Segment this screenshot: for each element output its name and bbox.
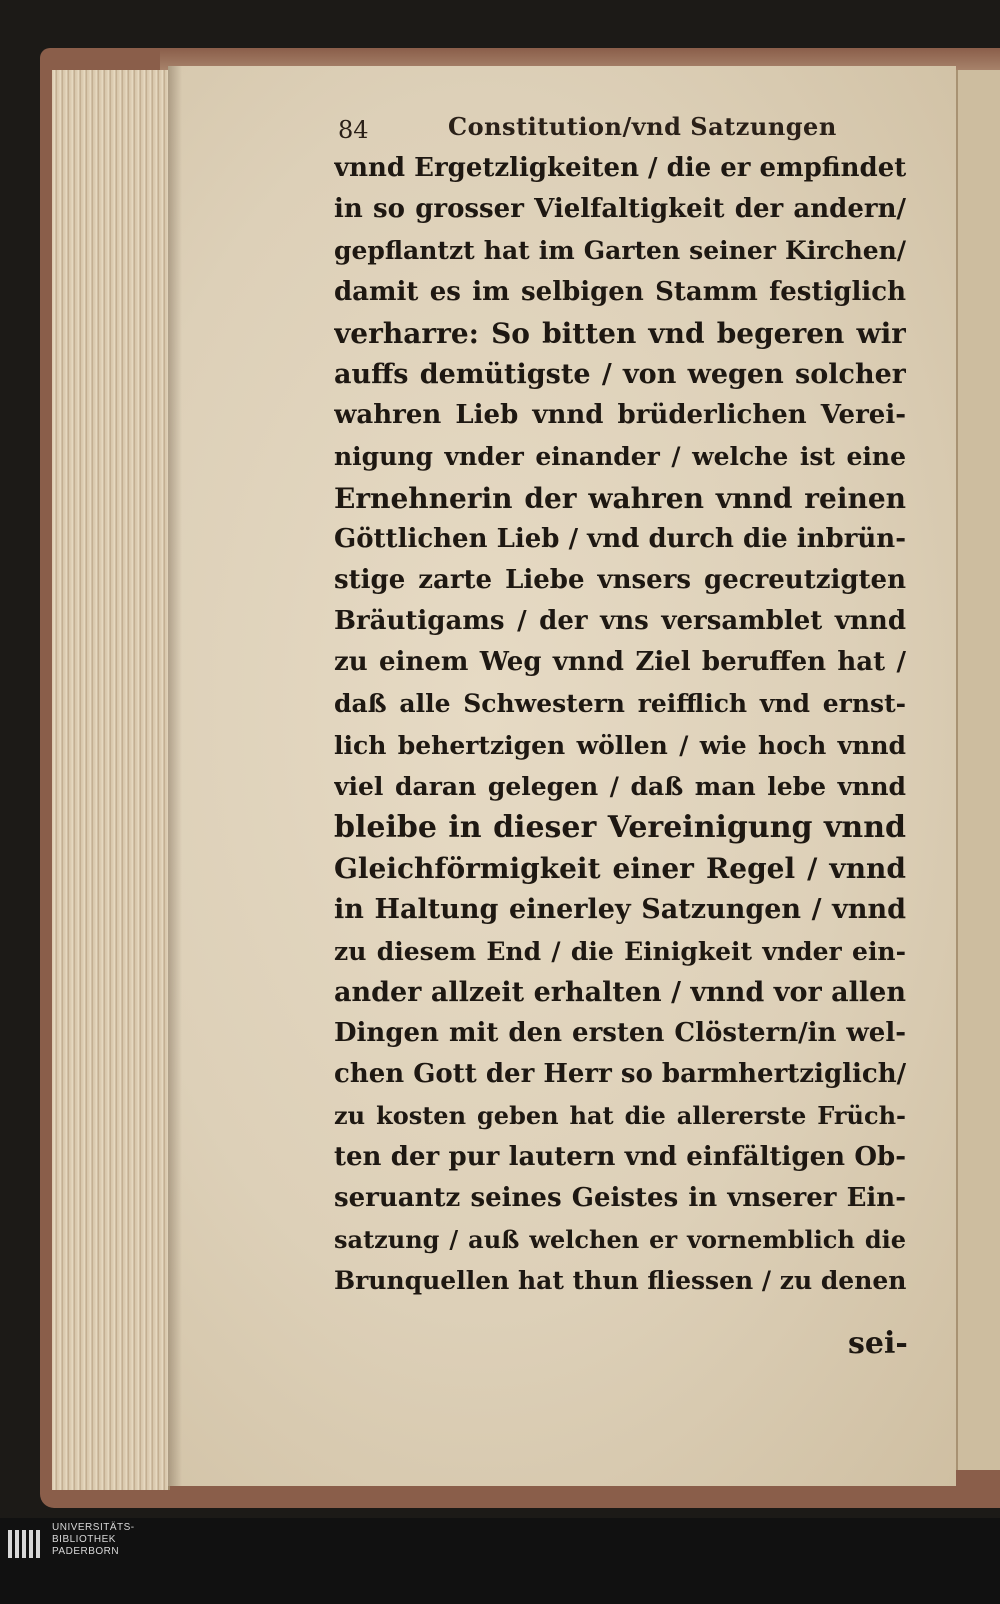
text-line: in Haltung einerley Satzungen / vnnd bbox=[334, 894, 906, 926]
text-line: chen Gott der Herr so barmhertziglich/ bbox=[334, 1059, 906, 1090]
text-line: ten der pur lautern vnd einfältigen Ob- bbox=[334, 1141, 906, 1172]
text-line: Göttlichen Lieb / vnd durch die inbrün- bbox=[334, 523, 906, 554]
page-gutter bbox=[168, 66, 182, 1486]
text-line: Ernehnerin der wahren vnnd reinen bbox=[334, 481, 906, 515]
text-line: stige zarte Liebe vnsers gecreutzigten bbox=[334, 564, 906, 595]
text-line: zu diesem End / die Einigkeit vnder ein- bbox=[334, 936, 906, 966]
text-line: Brunquellen hat thun fliessen / zu denen bbox=[334, 1266, 906, 1296]
page-header bbox=[338, 112, 908, 146]
facing-page-edge bbox=[956, 70, 1000, 1470]
text-line: bleibe in dieser Vereinigung vnnd bbox=[334, 810, 906, 845]
text-line: Gleichförmigkeit einer Regel / vnnd bbox=[334, 852, 906, 886]
text-line: Dingen mit den ersten Clöstern/in wel- bbox=[334, 1017, 906, 1048]
text-line: lich behertzigen wöllen / wie hoch vnnd bbox=[334, 730, 906, 760]
running-title: Constitution/vnd Satzungen bbox=[448, 112, 837, 141]
library-logo-icon bbox=[6, 1524, 46, 1564]
text-line: wahren Lieb vnnd brüderlichen Verei- bbox=[334, 400, 906, 431]
text-line: viel daran gelegen / daß man lebe vnnd bbox=[334, 771, 906, 801]
text-line: zu einem Weg vnnd Ziel beruffen hat / bbox=[334, 647, 906, 678]
text-line: Bräutigams / der vns versamblet vnnd bbox=[334, 606, 906, 637]
text-line: gepflantzt hat im Garten seiner Kirchen/ bbox=[334, 236, 906, 266]
library-name-line3: PADERBORN bbox=[52, 1546, 120, 1557]
page-stack-edge bbox=[52, 70, 170, 1490]
page-number: 84 bbox=[338, 116, 369, 144]
text-line: ander allzeit erhalten / vnnd vor allen bbox=[334, 976, 906, 1008]
text-line: satzung / auß welchen er vornemblich die bbox=[334, 1224, 906, 1254]
text-line: seruantz seines Geistes in vnserer Ein- bbox=[334, 1182, 906, 1213]
text-line: auffs demütigste / von wegen solcher bbox=[334, 358, 906, 390]
library-name-line1: UNIVERSITÄTS- bbox=[52, 1522, 135, 1533]
text-line: nigung vnder einander / welche ist eine bbox=[334, 442, 906, 472]
text-line: damit es im selbigen Stamm festiglich bbox=[334, 276, 906, 307]
body-text bbox=[334, 148, 906, 1301]
library-logo bbox=[6, 1522, 146, 1566]
text-line: daß alle Schwestern reifflich vnd ernst- bbox=[334, 689, 906, 719]
text-line: zu kosten geben hat die allererste Früch- bbox=[334, 1101, 906, 1131]
catchword: sei- bbox=[848, 1326, 908, 1361]
text-line: in so grosser Vielfaltigkeit der andern/ bbox=[334, 194, 906, 225]
footer-bar bbox=[0, 1518, 1000, 1604]
library-name bbox=[52, 1522, 135, 1558]
text-line: vnnd Ergetzligkeiten / die er empfindet bbox=[334, 153, 906, 183]
text-line: verharre: So bitten vnd begeren wir bbox=[334, 316, 906, 350]
library-name-line2: BIBLIOTHEK bbox=[52, 1534, 116, 1545]
